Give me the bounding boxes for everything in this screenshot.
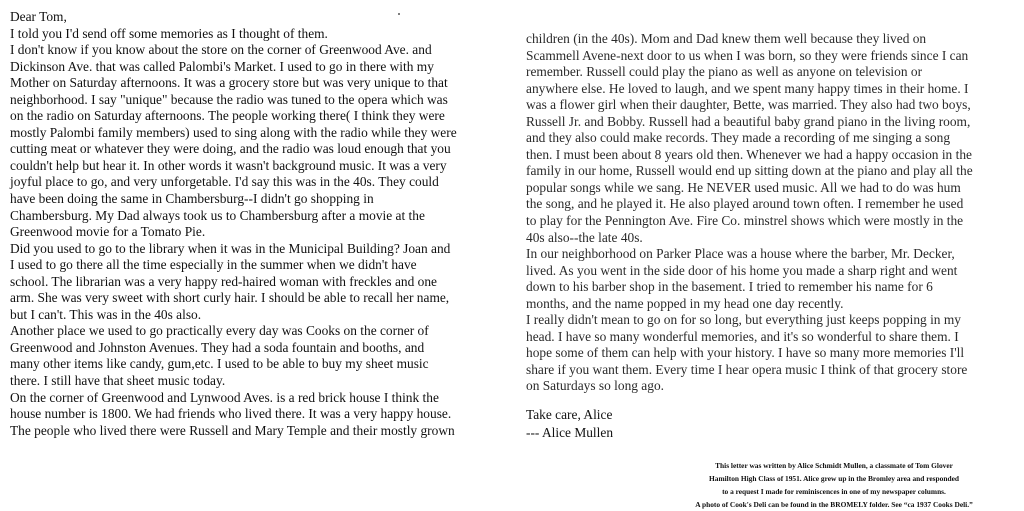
letter-line: was a flower girl when their daughter, Bette, was married. They also had two boys, [526,97,971,113]
letter-line: on Saturdays so long ago. [526,378,664,394]
letter-line: mostly Palombi family members) used to sing along with the radio while they were [10,124,457,140]
letter-left-column [10,9,510,439]
letter-line: there. I still have that sheet music today. [10,373,226,389]
letter-line: cutting meat or whatever they were doing, and the radio was loud enough that you [10,141,451,157]
letter-line: 40s also--the late 40s. [526,229,643,245]
letter-line: The people who lived there were Russell and Mary Temple and their mostly grown [10,422,455,438]
letter-line: to play for the Pennington Ave. Fire Co. minstrel shows which were mostly in the [526,213,964,229]
letter-line: head. I have so many wonderful memories, and it's so wonderful to share them. I [526,328,959,344]
letter-line: neighborhood. I say "unique" because the radio was tuned to the opera which was [10,91,448,107]
letter-line: Dickinson Ave. that was called Palombi's Market. I used to go in there with my [10,58,434,74]
letter-line: family in our home, Russell would end up sitting down at the piano and play all the [526,163,973,179]
letter-line: the song, and he played it. He also played around town often. I remember he used [526,196,964,212]
letter-line: Scammell Avene-next door to us when I was born, so they were friends since I can [526,47,969,63]
letter-line: I told you I'd send off some memories as I thought of them. [10,25,328,41]
letter-line: then. I must been about 8 years old then. Whenever we had a happy occasion in the [526,146,972,162]
letter-line: but I can't. This was in the 40s also. [10,306,202,322]
letter-line: Russell Jr. and Bobby. Russell had a beautiful baby grand piano in the living room, [526,113,971,129]
letter-line: On the corner of Greenwood and Lynwood Aves. is a red brick house I think the [10,389,439,405]
letter-line: remember. Russell could play the piano as well as anyone on television or [526,64,923,80]
letter-closing: Take care, Alice [526,407,613,422]
letter-line: anywhere else. He loved to laugh, and we spent many happy times in their home. I [526,80,969,96]
letter-line: Chambersburg. My Dad always took us to Chambersburg after a movie at the [10,207,425,223]
letter-line: Did you used to go to the library when it was in the Municipal Building? Joan and [10,240,451,256]
letter-line: Greenwood movie for a Tomato Pie. [10,224,206,240]
letter-line: many other items like candy, gum,etc. I used to be able to buy my sheet music [10,356,429,372]
letter-line: I don't know if you know about the store on the corner of Greenwood Ave. and [10,42,432,58]
letter-line: arm. She was very sweet with short curly hair. I should be able to recall her name, [10,290,450,306]
editor-note-line: This letter was written by Alice Schmidt Mullen, a classmate of Tom Glover [715,461,953,470]
letter-line: Greenwood and Johnston Avenues. They had a soda fountain and booths, and [10,339,425,355]
letter-line: Mother on Saturday afternoons. It was a grocery store but was very unique to that [10,75,448,91]
editor-note [654,459,1014,511]
letter-line: and they also could make records. They made a recording of me singing a song [526,130,951,146]
letter-line: Another place we used to go practically every day was Cooks on the corner of [10,323,429,339]
letter-line: school. The librarian was a very happy red-haired woman with freckles and one [10,273,437,289]
letter-line: Dear Tom, [10,9,67,24]
letter-line: popular songs while we sang. He NEVER used music. All we had to do was hum [526,179,961,195]
letter-right-column [526,31,1021,395]
editor-note-line: to a request I made for reminiscences in one of my newspaper columns. [722,487,946,496]
letter-line: children (in the 40s). Mom and Dad knew them well because they lived on [526,31,927,46]
letter-line: house number is 1800. We had friends who lived there. It was a very happy house. [10,406,452,422]
letter-line: I really didn't mean to go on for so long, but everything just keeps popping in my [526,312,961,328]
letter-line: couldn't help but hear it. In other words it wasn't background music. It was a very [10,157,447,173]
letter-line: joyful place to go, and very unforgetable. I'd say this was in the 40s. They could [10,174,439,190]
letter-line: I used to go there all the time especially in the summer when we didn't have [10,257,417,273]
letter-line: months, and the name popped in my head one day recently. [526,295,844,311]
letter-signature: --- Alice Mullen [526,425,614,440]
letter-line: down to his barber shop in the basement. I tried to remember his name for 6 [526,279,933,295]
editor-note-line: Hamilton High Class of 1951. Alice grew up in the Bromley area and responded [709,474,959,483]
letter-line: on the radio on Saturday afternoons. The people working there( I think they were [10,108,445,124]
editor-note-line: A photo of Cook's Deli can be found in the BROMELY folder. See “ca 1937 Cooks Deli.” [695,500,973,509]
letter-line: have been doing the same in Chambersburg--I didn't go shopping in [10,191,374,207]
letter-line: In our neighborhood on Parker Place was a house where the barber, Mr. Decker, [526,246,955,262]
letter-line: hope some of them can help with your history. I have so many more memories I'll [526,345,965,361]
letter-line: lived. As you went in the side door of his home you made a sharp right and went [526,262,958,278]
letter-line: share if you want them. Every time I hear opera music I think of that grocery store [526,361,968,377]
